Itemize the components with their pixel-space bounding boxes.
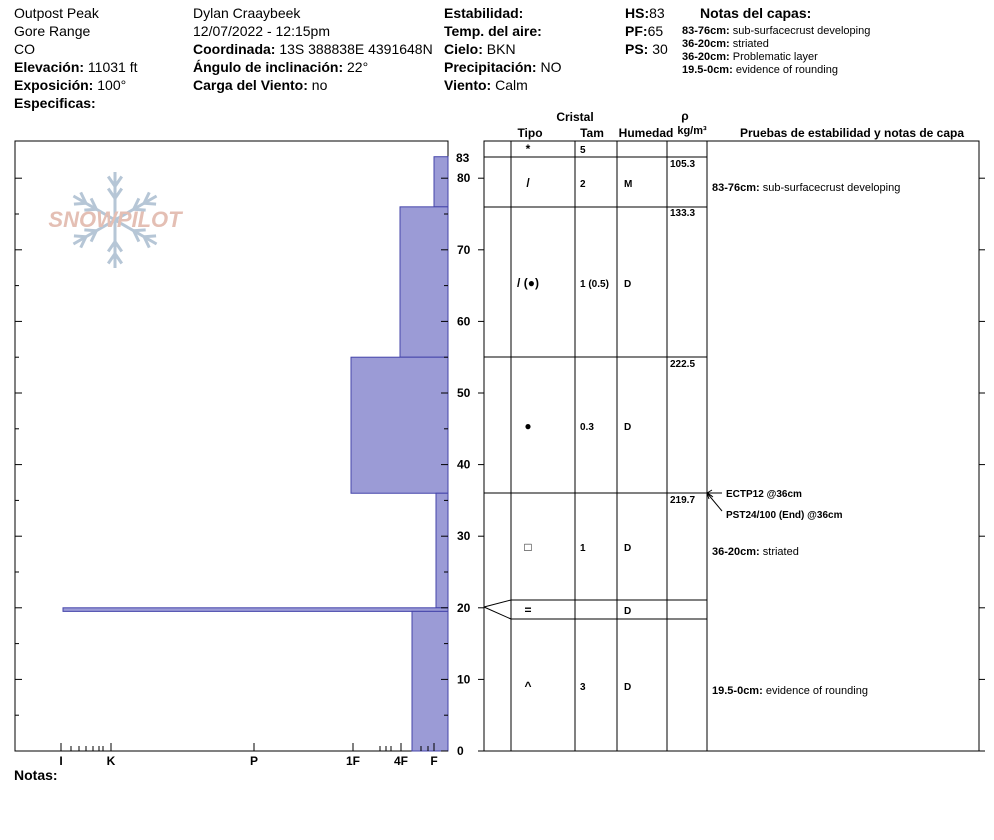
depth-tick-label: 0	[457, 744, 464, 758]
moisture: D	[624, 279, 632, 290]
wind-value: Calm	[495, 77, 528, 93]
depth-tick-label: 20	[457, 600, 471, 615]
layer-comment: 19.5-0cm: evidence of rounding	[712, 685, 868, 697]
depth-tick-label: 40	[457, 457, 471, 472]
hs-value: 83	[649, 5, 665, 21]
mountain-range: Gore Range	[14, 23, 91, 39]
logo-text: SNOWPILOT	[48, 207, 182, 232]
sky-label: Cielo:	[444, 41, 483, 57]
layer-rows	[484, 142, 707, 693]
hs-label: HS:	[625, 5, 650, 21]
tests-header: Pruebas de estabilidad y notas de capa	[739, 126, 965, 140]
precip-label: Precipitación:	[444, 59, 537, 75]
notes-label: Notas:	[14, 767, 58, 783]
grain-type: =	[524, 603, 532, 617]
moisture: D	[624, 606, 632, 617]
test-pst: PST24/100 (End) @36cm	[726, 510, 843, 521]
grain-size: 1	[580, 543, 586, 554]
pf-label: PF:	[625, 23, 648, 39]
density-value: 219.7	[670, 495, 696, 506]
stability-tests	[707, 489, 843, 521]
rho-header: ρ	[681, 109, 689, 123]
moisture: D	[624, 543, 632, 554]
density-value: 133.3	[670, 208, 696, 219]
depth-tick-label: 80	[457, 171, 471, 186]
moisture-header: Humedad	[618, 126, 674, 140]
hardness-tick-label: F	[430, 754, 438, 768]
slope-label: Ángulo de inclinación:	[193, 59, 344, 75]
density-value: 105.3	[670, 159, 696, 170]
depth-axis	[15, 171, 985, 758]
grain-type: ^	[524, 679, 532, 693]
layer-note: 83-76cm: sub-surfacecrust developing	[682, 25, 871, 37]
wind-load-label: Carga del Viento:	[193, 77, 308, 93]
hardness-axis	[59, 743, 437, 768]
ps-label: PS:	[625, 41, 649, 57]
grain-type: *	[525, 142, 531, 156]
type-header: Tipo	[517, 126, 543, 140]
layer-comment: 83-76cm: sub-surfacecrust developing	[712, 182, 901, 194]
depth-tick-label: 10	[457, 672, 471, 687]
hardness-tick-label: 4F	[393, 754, 409, 768]
grain-size: 0.3	[580, 422, 594, 433]
moisture: D	[624, 682, 632, 693]
density-unit-header: kg/m³	[677, 125, 707, 137]
snowpilot-logo	[48, 172, 183, 268]
flake-branch	[144, 203, 156, 204]
grain-size: 3	[580, 682, 586, 693]
aspect-value: 100°	[97, 77, 127, 93]
layer-table-frame	[484, 141, 979, 751]
thin-layer-connector	[484, 600, 511, 619]
grain-type: □	[524, 540, 532, 554]
stability-label: Estabilidad:	[444, 5, 524, 21]
flake-branch	[144, 236, 156, 237]
observer: Dylan Craaybeek	[193, 5, 301, 21]
moisture: D	[624, 422, 632, 433]
state: CO	[14, 41, 35, 57]
hardness-bar	[351, 357, 448, 493]
layer-notes-title: Notas del capas:	[700, 5, 812, 21]
size-header: Tam	[580, 126, 604, 140]
flake-branch	[74, 236, 86, 237]
pf-value: 65	[647, 23, 664, 39]
flake-branch	[74, 203, 86, 204]
density-value: 222.5	[670, 359, 696, 370]
depth-tick-label: 60	[457, 314, 471, 329]
test-ectp: ECTP12 @36cm	[726, 489, 802, 500]
moisture: M	[624, 179, 633, 190]
elevation-value: 11031 ft	[87, 59, 138, 75]
sky-value: BKN	[486, 41, 516, 57]
wind-label: Viento:	[444, 77, 492, 93]
elevation-label: Elevación:	[14, 59, 85, 75]
hardness-tick-label: I	[59, 754, 63, 768]
hardness-tick-label: K	[106, 754, 116, 768]
air-temp-label: Temp. del aire:	[444, 23, 542, 39]
coordinate-value: 13S 388838E 4391648N	[279, 41, 433, 57]
grain-type: ●	[524, 419, 532, 433]
layer-note: 36-20cm: Problematic layer	[682, 51, 818, 63]
hardness-tick-label: 1F	[345, 754, 361, 768]
hardness-bar	[400, 207, 448, 357]
slope-value: 22°	[347, 59, 369, 75]
grain-size: 5	[580, 145, 586, 156]
layer-note: 36-20cm: striated	[682, 38, 769, 50]
coordinate-label: Coordinada:	[193, 41, 276, 57]
depth-top-label: 83	[456, 151, 470, 165]
depth-tick-label: 30	[457, 529, 471, 544]
wind-load-value: no	[311, 77, 328, 93]
depth-tick-label: 70	[457, 242, 471, 257]
hardness-bar	[434, 157, 448, 207]
hardness-bar	[63, 608, 448, 612]
grain-size: 2	[580, 179, 586, 190]
datetime: 12/07/2022 - 12:15pm	[193, 23, 330, 39]
layer-note: 19.5-0cm: evidence of rounding	[682, 64, 838, 76]
aspect-label: Exposición:	[14, 77, 94, 93]
crystal-header: Cristal	[556, 110, 594, 124]
depth-tick-label: 50	[457, 386, 471, 400]
specifics-label: Especificas:	[14, 95, 96, 111]
grain-size: 1 (0.5)	[580, 279, 609, 290]
precip-value: NO	[540, 59, 562, 75]
location: Outpost Peak	[14, 5, 99, 21]
ps-value: 30	[652, 41, 668, 57]
hardness-bar	[412, 611, 448, 751]
layer-comment: 36-20cm: striated	[712, 546, 799, 558]
grain-type: / (●)	[517, 276, 539, 290]
hardness-tick-label: P	[249, 754, 259, 768]
hardness-bars	[63, 157, 448, 751]
hardness-bar	[436, 493, 448, 608]
grain-type: /	[526, 176, 530, 190]
